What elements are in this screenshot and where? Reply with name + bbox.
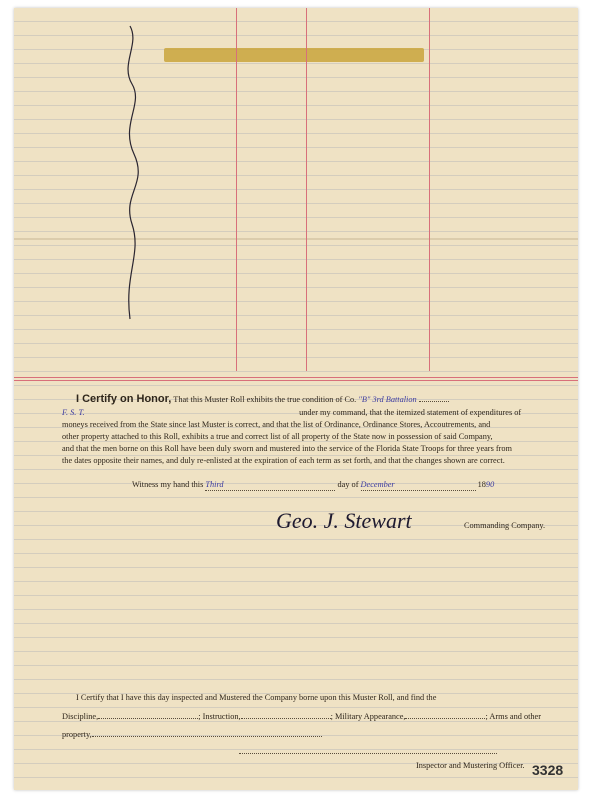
arms-label: ; Arms and other: [485, 712, 542, 721]
day-handwritten: Third: [205, 479, 335, 491]
certify-text-1: That this Muster Roll exhibits the true condition of Co.: [173, 395, 357, 404]
discipline-label: Discipline,: [62, 712, 99, 721]
inspection-line-2: [62, 710, 541, 722]
commanding-label: Commanding Company.: [464, 521, 546, 530]
company-handwritten: "B" 3rd Battalion: [358, 395, 417, 404]
red-rule: [14, 380, 578, 381]
certify-line-2: [62, 407, 521, 418]
property-field: [92, 728, 322, 737]
day-of-label: day of: [337, 480, 359, 489]
year-handwritten: 90: [485, 480, 495, 489]
certify-text-2: under my command, that the itemized statement of expenditures of: [299, 408, 522, 417]
unit-handwritten: F. S. T.: [62, 408, 85, 417]
certify-heading: I Certify on Honor,: [76, 393, 172, 405]
instruction-label: ; Instruction,: [198, 712, 241, 721]
muster-roll-sheet: [14, 8, 578, 790]
pen-squiggle: [110, 24, 150, 324]
witness-label: Witness my hand this: [132, 480, 204, 489]
fill-line: [419, 393, 449, 402]
certify-line-4: other property attached to this Roll, exhibits a true and correct list of all property of the State now in possession of said Company,: [62, 432, 493, 441]
catalog-number: 3328: [532, 762, 564, 778]
month-handwritten: December: [361, 479, 476, 491]
inspection-line-1: I Certify that I have this day inspected and Mustered the Company borne upon this Muster Roll, and find the: [76, 693, 437, 702]
certify-line-3: moneys received from the State since last Muster is correct, and that the list of Ordinance, Ordinance Stores, Accoutrements, and: [62, 420, 491, 429]
ruled-column-line: [306, 8, 307, 371]
signature-handwritten: Geo. J. Stewart: [276, 508, 412, 533]
year-prefix: 18: [477, 480, 486, 489]
discipline-field: [98, 710, 198, 719]
paper-fold: [14, 238, 578, 240]
ruled-column-line: [429, 8, 430, 371]
tape-strip: [164, 48, 424, 62]
red-rule: [14, 377, 578, 378]
ruled-column-line: [236, 8, 237, 371]
officer-label: Inspector and Mustering Officer.: [416, 761, 525, 770]
property-label: property,: [62, 730, 92, 739]
certify-line-5: and that the men borne on this Roll have been duly sworn and mustered into the service of the Florida State Troops for three years from: [62, 444, 513, 453]
officer-signature-line: [239, 745, 497, 754]
certify-line-1: [76, 393, 449, 405]
inspection-line-3: [62, 728, 322, 740]
military-label: ; Military Appearance,: [330, 712, 406, 721]
witness-line: [132, 479, 494, 491]
certify-line-6: the dates opposite their names, and duly re-enlisted at the expiration of each term as set forth, and that the changes shown are correct.: [62, 456, 505, 465]
military-field: [405, 710, 485, 719]
instruction-field: [241, 710, 331, 719]
